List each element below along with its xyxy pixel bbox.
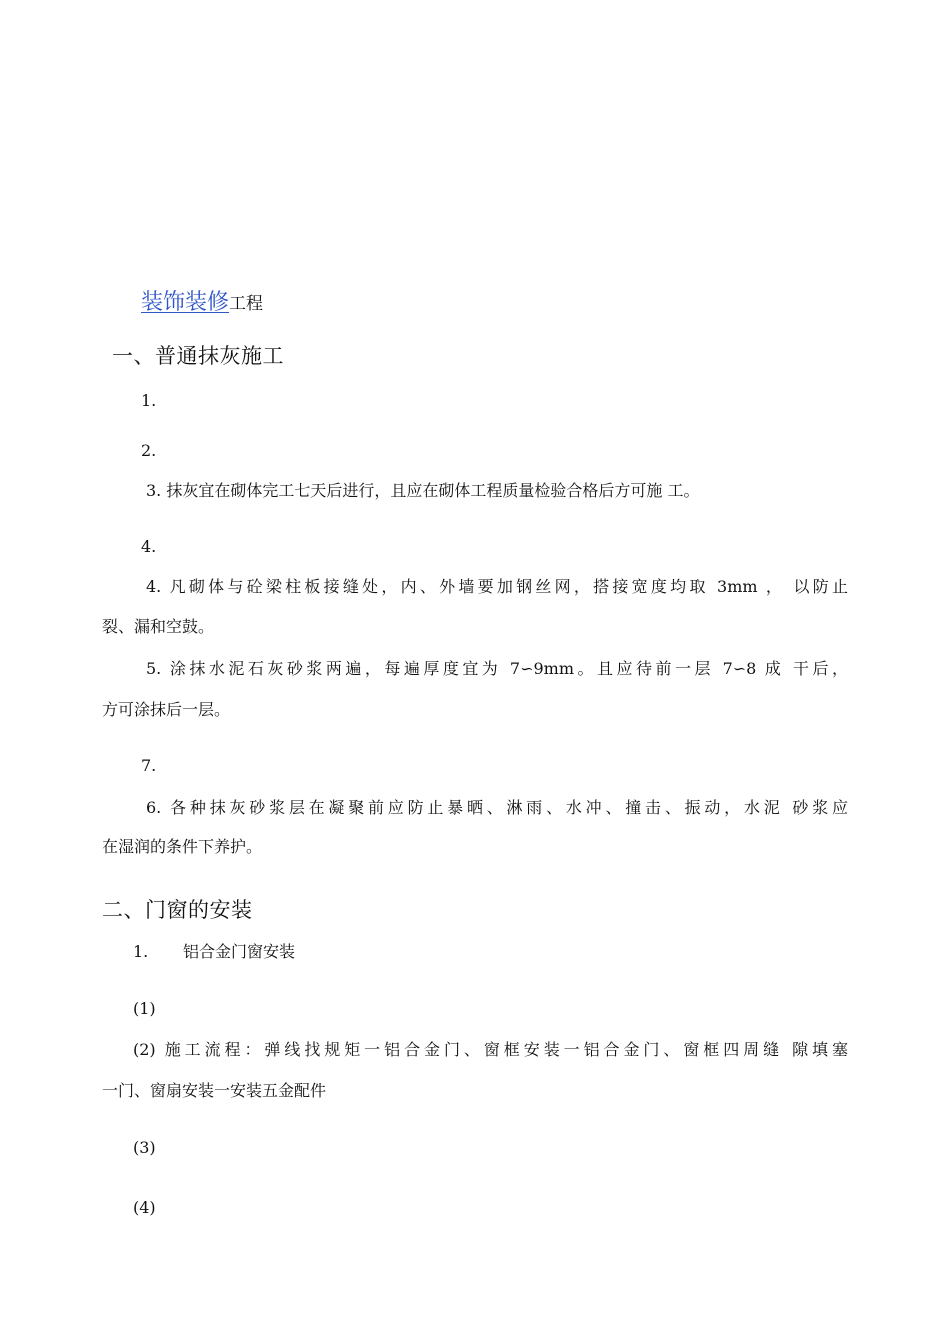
paragraph-4-line2: 裂、漏和空鼓。 bbox=[102, 617, 215, 636]
sub-item-number: 1. bbox=[133, 942, 149, 961]
title-suffix: 工程 bbox=[229, 294, 264, 314]
list-item-1: 1. bbox=[141, 391, 157, 410]
sub-paragraph-2-line1: (2) 施工流程：弹线找规矩一铝合金门、窗框安装一铝合金门、窗框四周缝 隙填塞 bbox=[133, 1040, 848, 1059]
sub-list-item-1: (1) bbox=[133, 999, 156, 1018]
list-item-3: 3. 抹灰宜在砌体完工七天后进行，且应在砌体工程质量检验合格后方可施 工。 bbox=[146, 481, 700, 500]
sub-item-label: 铝合金门窗安装 bbox=[183, 942, 296, 961]
paragraph-6-line1: 6. 各种抹灰砂浆层在凝聚前应防止暴晒、淋雨、水冲、撞击、振动，水泥 砂浆应 bbox=[146, 798, 848, 817]
paragraph-4-line1: 4. 凡砌体与砼梁柱板接缝处，内、外墙要加钢丝网，搭接宽度均取 3mm ， 以防止 bbox=[146, 577, 848, 596]
list-item-2: 2. bbox=[141, 441, 157, 460]
sub-list-item-4: (4) bbox=[133, 1198, 156, 1217]
list-item-4: 4. bbox=[141, 537, 157, 556]
sub-list-item-3: (3) bbox=[133, 1138, 156, 1157]
title-link[interactable]: 装饰装修 bbox=[141, 290, 230, 315]
section-heading-doors-windows: 二、门窗的安装 bbox=[102, 898, 253, 922]
sub-paragraph-2-line2: 一门、窗扇安装一安装五金配件 bbox=[102, 1081, 327, 1100]
paragraph-6-line2: 在湿润的条件下养护。 bbox=[102, 837, 263, 856]
paragraph-5-line2: 方可涂抹后一层。 bbox=[102, 700, 231, 719]
document-title bbox=[141, 292, 263, 314]
list-item-7: 7. bbox=[141, 756, 157, 775]
section-heading-plastering: 一、普通抹灰施工 bbox=[112, 344, 284, 368]
paragraph-5-line1: 5. 涂抹水泥石灰砂浆两遍，每遍厚度宜为 7∽9mm。且应待前一层 7∽8 成 干后， bbox=[146, 659, 848, 678]
